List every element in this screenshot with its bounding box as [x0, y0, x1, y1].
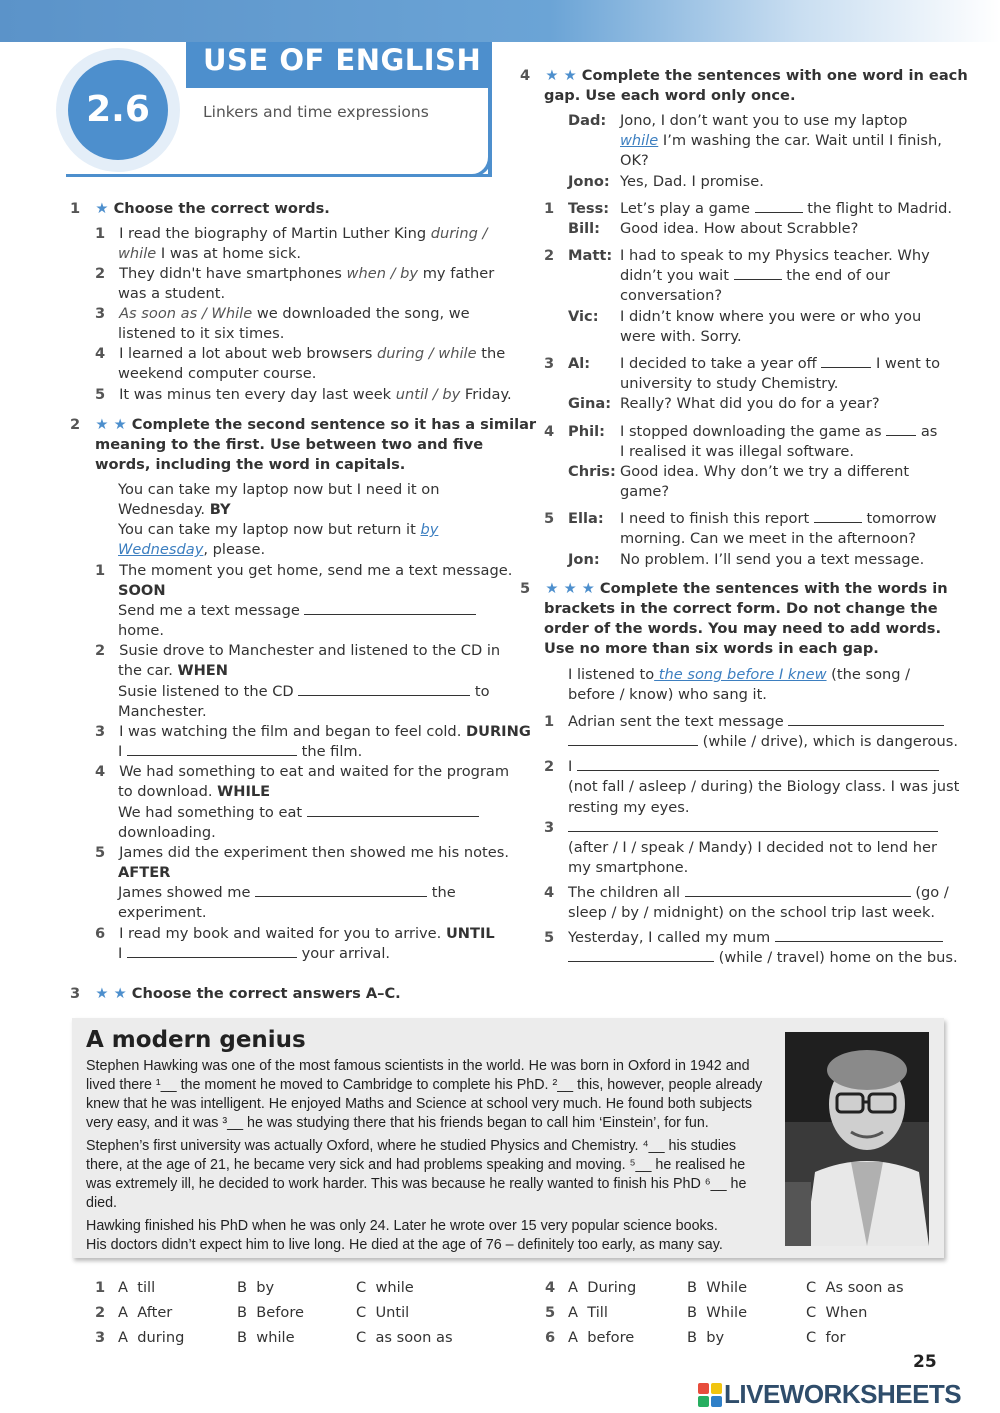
option-word[interactable]: by	[442, 386, 461, 403]
ex2-item-answer: I the film.	[118, 743, 363, 760]
option-b[interactable]: B by	[687, 1329, 725, 1346]
speaker: Chris:	[568, 463, 616, 480]
item-number: 3	[544, 819, 555, 836]
ex2-item: 2 Susie drove to Manchester and listened to the CD in	[95, 642, 501, 659]
ex2-item-cont: home.	[118, 622, 165, 639]
frame-line	[66, 174, 492, 177]
option-word[interactable]: while	[438, 345, 477, 362]
item-number: 1	[544, 713, 555, 730]
item-number: 1	[544, 200, 555, 217]
reading-line: Stephen’s first university was actually Oxford, where he studied Physics and Chemistry. ⁴__ his studies	[86, 1138, 737, 1154]
page-title: USE OF ENGLISH	[203, 43, 482, 77]
option-word[interactable]: While	[211, 305, 253, 322]
dialogue-line: I need to finish this report tomorrow	[620, 510, 937, 527]
ex2-example: You can take my laptop now but return it by	[118, 521, 439, 538]
reading-line: Stephen Hawking was one of the most famous scientists in the world. He was born in Oxford in 1942 and	[86, 1058, 750, 1074]
ex1-item-cont: listened to it six times.	[118, 325, 285, 342]
unit-number: 2.6	[68, 60, 168, 160]
dialogue-line: while I’m washing the car. Wait until I finish,	[620, 132, 942, 149]
reading-line: lived there ¹__ the moment he moved to Cambridge to complete his PhD. ²__ this, however, people already	[86, 1077, 763, 1093]
ex5-heading-cont: brackets in the correct form. Do not change the	[544, 600, 938, 617]
option-a[interactable]: A Till	[568, 1304, 608, 1321]
option-a[interactable]: A After	[118, 1304, 173, 1321]
option-a[interactable]: A before	[568, 1329, 635, 1346]
ex1-item: 4 I learned a lot about web browsers during / while the	[95, 345, 506, 362]
ex2-item-answer: I your arrival.	[118, 945, 391, 962]
answer-option-row: 6	[545, 1329, 556, 1346]
answer-option-row: 5	[545, 1304, 556, 1321]
answer-gap[interactable]	[568, 948, 714, 962]
item-number: 4	[544, 884, 555, 901]
ex5-line: sleep / by / midnight) on the school trip last week.	[568, 904, 936, 921]
ex2-item-answer: Susie listened to the CD to	[118, 683, 490, 700]
ex5-example: before / know) who sang it.	[568, 686, 767, 703]
option-a[interactable]: A During	[568, 1279, 637, 1296]
dialogue-line: Good idea. How about Scrabble?	[620, 220, 859, 237]
ex2-item-cont: Manchester.	[118, 703, 207, 720]
reading-line: very easy, and it was ³__ he was studying there that his friends began to call him ‘Einstein’, for fun.	[86, 1115, 709, 1131]
ex1-item: 5 It was minus ten every day last week until / by Friday.	[95, 386, 512, 403]
dialogue-line: Let’s play a game the flight to Madrid.	[620, 200, 953, 217]
reading-line: was extremely ill, he decided to work harder. This was because he really wanted to finish his PhD ⁶__ he	[86, 1176, 747, 1192]
dialogue-line: I stopped downloading the game as as	[620, 423, 938, 440]
answer-option-row: 3	[95, 1329, 106, 1346]
dialogue-line: I realised it was illegal software.	[620, 443, 855, 460]
portrait-illustration	[785, 1032, 929, 1246]
liveworksheets-logo-icon	[698, 1383, 722, 1407]
example-answer: Wednesday	[118, 541, 204, 558]
option-c[interactable]: C for	[806, 1329, 846, 1346]
dialogue-line: OK?	[620, 152, 649, 169]
speaker: Gina:	[568, 395, 612, 412]
keyword: AFTER	[118, 864, 171, 881]
option-c[interactable]: C while	[356, 1279, 414, 1296]
keyword: SOON	[118, 582, 166, 599]
ex4-heading: 4 ★ ★ Complete the sentences with one word in each	[520, 67, 968, 84]
page-subtitle: Linkers and time expressions	[203, 103, 429, 121]
option-word[interactable]: while	[118, 245, 157, 262]
dialogue-line: conversation?	[620, 287, 723, 304]
speaker: Phil:	[568, 423, 605, 440]
ex5-line: (not fall / asleep / during) the Biology class. I was just	[568, 778, 960, 795]
dialogue-line: I decided to take a year off I went to	[620, 355, 941, 372]
option-b[interactable]: B by	[237, 1279, 275, 1296]
ex2-item: 4 We had something to eat and waited for the program	[95, 763, 510, 780]
option-c[interactable]: C Until	[356, 1304, 410, 1321]
reading-line: there, at the age of 21, he became very sick and had problems speaking and moving. ⁵__ he realised he	[86, 1157, 746, 1173]
ex5-line: resting my eyes.	[568, 799, 690, 816]
ex3-heading: 3 ★ ★ Choose the correct answers A–C.	[70, 985, 401, 1002]
option-word[interactable]: when	[346, 265, 386, 282]
ex5-line: Yesterday, I called my mum	[568, 928, 943, 948]
ex2-heading-cont: words, including the word in capitals.	[95, 456, 406, 473]
ex2-item-cont: to download. WHILE	[118, 783, 271, 800]
option-b[interactable]: B While	[687, 1304, 748, 1321]
speaker: Jon:	[568, 551, 600, 568]
ex5-example: I listened to the song before I knew (the song /	[568, 666, 911, 683]
brand-name: LIVEWORKSHEETS	[724, 1379, 962, 1409]
example-answer: by	[420, 521, 439, 538]
answer-gap[interactable]	[886, 422, 916, 436]
option-word[interactable]: during	[377, 345, 425, 362]
ex2-item: 6 I read my book and waited for you to arrive. UNTIL	[95, 925, 495, 942]
option-b[interactable]: B Before	[237, 1304, 305, 1321]
speaker: Vic:	[568, 308, 599, 325]
answer-gap[interactable]	[307, 803, 479, 817]
ex5-line: (while / travel) home on the bus.	[568, 948, 958, 968]
ex1-item-cont: weekend computer course.	[118, 365, 317, 382]
ex1-item: 1 I read the biography of Martin Luther King during /	[95, 225, 488, 242]
answer-gap[interactable]	[814, 509, 862, 523]
speaker: Al:	[568, 355, 591, 372]
ex5-line	[568, 818, 938, 838]
ex5-line: The children all (go /	[568, 884, 949, 901]
option-word[interactable]: during	[430, 225, 478, 242]
option-b[interactable]: B While	[687, 1279, 748, 1296]
answer-gap[interactable]	[127, 742, 297, 756]
ex5-line: I	[568, 757, 939, 777]
ex2-item: 5 James did the experiment then showed me his notes.	[95, 844, 509, 861]
ex2-item: 1 The moment you get home, send me a text message.	[95, 562, 513, 579]
ex4-heading-cont: gap. Use each word only once.	[544, 87, 796, 104]
answer-gap[interactable]	[685, 883, 911, 897]
speaker: Tess:	[568, 200, 610, 217]
option-c[interactable]: C as soon as	[356, 1329, 453, 1346]
ex5-heading: 5 ★ ★ ★ Complete the sentences with the words in	[520, 580, 948, 597]
answer-gap[interactable]	[788, 712, 944, 726]
dialogue-line: university to study Chemistry.	[620, 375, 839, 392]
item-number: 3	[544, 355, 555, 372]
answer-option-row: 2	[95, 1304, 106, 1321]
item-number: 4	[544, 423, 555, 440]
option-word[interactable]: until	[395, 386, 429, 403]
reading-title: A modern genius	[86, 1027, 306, 1053]
item-number: 5	[544, 510, 555, 527]
speaker: Dad:	[568, 112, 607, 129]
option-c[interactable]: C When	[806, 1304, 868, 1321]
dialogue-line: I had to speak to my Physics teacher. Why	[620, 247, 930, 264]
reading-line: died.	[86, 1195, 118, 1211]
speaker: Ella:	[568, 510, 604, 527]
dialogue-line: Really? What did you do for a year?	[620, 395, 880, 412]
dialogue-line: were with. Sorry.	[620, 328, 742, 345]
dialogue-line: I didn’t know where you were or who you	[620, 308, 922, 325]
option-a[interactable]: A till	[118, 1279, 156, 1296]
ex2-item-answer: We had something to eat	[118, 803, 479, 823]
star-icon: ★ ★	[95, 416, 127, 433]
reading-line: Hawking finished his PhD when he was only 24. Later he wrote over 15 very popular science books.	[86, 1218, 718, 1234]
ex5-line: my smartphone.	[568, 859, 689, 876]
ex2-item: 3 I was watching the film and began to feel cold. DURING	[95, 723, 531, 740]
option-word[interactable]: by	[400, 265, 419, 282]
ex5-line: Adrian sent the text message	[568, 712, 944, 732]
dialogue-line: Yes, Dad. I promise.	[620, 173, 764, 190]
star-icon: ★ ★	[95, 985, 127, 1002]
ex2-example: Wednesday. BY	[118, 501, 231, 518]
ex1-item-cont: while I was at home sick.	[118, 245, 302, 262]
dialogue-line: Good idea. Why don’t we try a different	[620, 463, 910, 480]
ex2-item-cont: downloading.	[118, 824, 216, 841]
answer-gap[interactable]	[821, 354, 871, 368]
star-icon: ★	[95, 200, 109, 217]
ex5-heading-cont: Use no more than six words in each gap.	[544, 640, 879, 657]
ex5-line: (while / drive), which is dangerous.	[568, 732, 958, 752]
answer-gap[interactable]	[127, 944, 297, 958]
example-answer: while	[620, 132, 659, 149]
answer-option-row: 4	[545, 1279, 556, 1296]
ex5-line: (after / I / speak / Mandy) I decided not to lend her	[568, 839, 938, 856]
speaker: Bill:	[568, 220, 600, 237]
reading-line: knew that he was intelligent. He enjoyed Maths and Science at school very much. He found both subjects	[86, 1096, 752, 1112]
dialogue-line: Jono, I don’t want you to use my laptop	[620, 112, 908, 129]
dialogue-line: morning. Can we meet in the afternoon?	[620, 530, 916, 547]
answer-gap[interactable]	[255, 883, 427, 897]
star-icon: ★ ★	[545, 67, 577, 84]
option-word[interactable]: As soon as	[119, 305, 198, 322]
ex1-heading: 1 ★ Choose the correct words.	[70, 200, 330, 217]
item-number: 2	[544, 247, 555, 264]
option-b[interactable]: B while	[237, 1329, 295, 1346]
header-bar	[0, 0, 1000, 42]
ex1-item: 2 They didn't have smartphones when / by my father	[95, 265, 495, 282]
answer-gap[interactable]	[568, 732, 698, 746]
ex5-heading-cont: order of the words. You may need to add words.	[544, 620, 942, 637]
answer-gap[interactable]	[577, 757, 939, 771]
ex2-example: Wednesday, please.	[118, 541, 266, 558]
dialogue-line: didn’t you wait the end of our	[620, 267, 890, 284]
ex2-example: You can take my laptop now but I need it on	[118, 481, 440, 498]
answer-option-row: 1	[95, 1279, 106, 1296]
reading-line: His doctors didn’t expect him to live long. He died at the age of 76 – definitely too early, as many say.	[86, 1237, 723, 1253]
ex2-heading: 2 ★ ★ Complete the second sentence so it has a similar	[70, 416, 537, 433]
ex1-item: 3 As soon as / While we downloaded the song, we	[95, 305, 470, 322]
answer-gap[interactable]	[568, 818, 938, 832]
option-c[interactable]: C As soon as	[806, 1279, 904, 1296]
item-number: 2	[544, 758, 555, 775]
answer-gap[interactable]	[755, 199, 803, 213]
ex2-heading-cont: meaning to the first. Use between two and five	[95, 436, 484, 453]
speaker: Matt:	[568, 247, 613, 264]
example-answer: the song before I knew	[654, 666, 827, 683]
speaker: Jono:	[568, 173, 610, 190]
ex1-item-cont: was a student.	[118, 285, 226, 302]
item-number: 5	[544, 929, 555, 946]
answer-gap[interactable]	[304, 601, 476, 615]
dialogue-line: game?	[620, 483, 670, 500]
star-icon: ★ ★ ★	[545, 580, 595, 597]
answer-gap[interactable]	[775, 928, 943, 942]
ex2-item-answer: James showed me the	[118, 884, 456, 901]
portrait-photo	[785, 1032, 929, 1246]
option-a[interactable]: A during	[118, 1329, 185, 1346]
page-number: 25	[913, 1352, 937, 1372]
answer-gap[interactable]	[734, 266, 782, 280]
ex2-item-cont: the car. WHEN	[118, 662, 228, 679]
ex2-item-cont: experiment.	[118, 904, 207, 921]
dialogue-line: No problem. I’ll send you a text message.	[620, 551, 925, 568]
ex2-item-answer: Send me a text message	[118, 601, 476, 621]
answer-gap[interactable]	[298, 682, 470, 696]
